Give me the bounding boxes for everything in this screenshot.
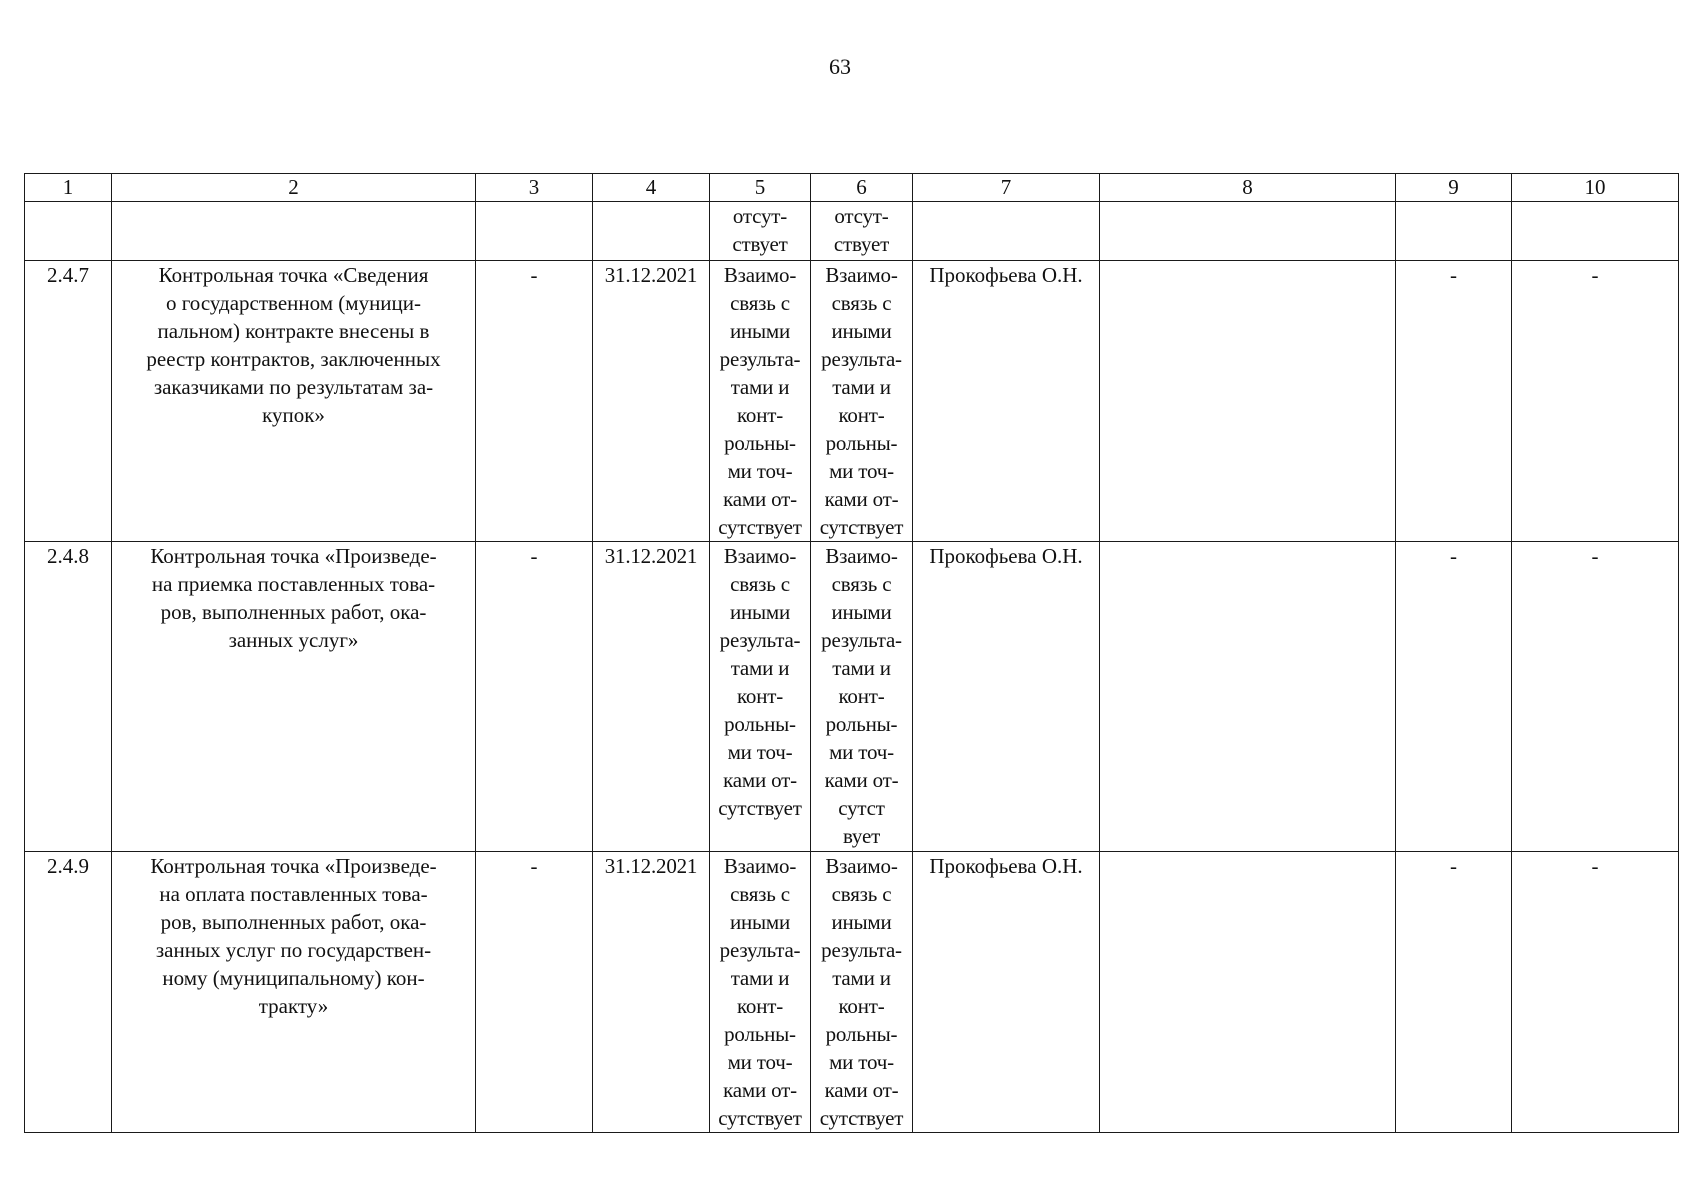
cell-col3: -	[476, 542, 593, 852]
control-points-table	[24, 173, 1679, 1133]
cell-name: Контрольная точка «Произведе- на приемка поставленных това- ров, выполненных работ, ока- занных услуг»	[112, 542, 476, 852]
cell-col8	[1100, 542, 1396, 852]
cell-date	[593, 202, 710, 261]
table-row	[25, 852, 1679, 1133]
cell-col9: -	[1396, 852, 1512, 1133]
cell-col10	[1512, 202, 1679, 261]
cell-name: Контрольная точка «Произведе- на оплата поставленных това- ров, выполненных работ, ока- занных услуг по государствен- ному (муниципальному) кон- тракту»	[112, 852, 476, 1133]
cell-number: 2.4.7	[25, 261, 112, 542]
cell-relation-next: Взаимо- связь с иными результа- тами и конт- рольны- ми точ- ками от- сутст вует	[811, 542, 913, 852]
cell-col3	[476, 202, 593, 261]
cell-responsible	[913, 202, 1100, 261]
cell-responsible: Прокофьева О.Н.	[913, 261, 1100, 542]
column-header: 9	[1396, 174, 1512, 202]
column-number-header-row	[25, 174, 1679, 202]
column-header: 1	[25, 174, 112, 202]
cell-date: 31.12.2021	[593, 852, 710, 1133]
cell-col10: -	[1512, 852, 1679, 1133]
table-row	[25, 261, 1679, 542]
cell-relation-next: Взаимо- связь с иными результа- тами и конт- рольны- ми точ- ками от- сутствует	[811, 852, 913, 1133]
continuation-row	[25, 202, 1679, 261]
cell-col10: -	[1512, 542, 1679, 852]
cell-col10: -	[1512, 261, 1679, 542]
page-number: 63	[829, 54, 851, 79]
cell-relation-next: отсут- ствует	[811, 202, 913, 261]
column-header: 4	[593, 174, 710, 202]
column-header: 3	[476, 174, 593, 202]
cell-col8	[1100, 261, 1396, 542]
cell-relation-previous: Взаимо- связь с иными результа- тами и конт- рольны- ми точ- ками от- сутствует	[710, 261, 811, 542]
cell-date: 31.12.2021	[593, 261, 710, 542]
cell-col9: -	[1396, 261, 1512, 542]
column-header: 7	[913, 174, 1100, 202]
cell-relation-next: Взаимо- связь с иными результа- тами и конт- рольны- ми точ- ками от- сутствует	[811, 261, 913, 542]
column-header: 2	[112, 174, 476, 202]
table-row	[25, 542, 1679, 852]
column-header: 10	[1512, 174, 1679, 202]
column-header: 5	[710, 174, 811, 202]
cell-date: 31.12.2021	[593, 542, 710, 852]
cell-name: Контрольная точка «Сведения о государственном (муници- пальном) контракте внесены в реестр контрактов, заключенных заказчиками по результатам за- купок»	[112, 261, 476, 542]
cell-relation-previous: Взаимо- связь с иными результа- тами и конт- рольны- ми точ- ками от- сутствует	[710, 542, 811, 852]
cell-relation-previous: отсут- ствует	[710, 202, 811, 261]
cell-number: 2.4.9	[25, 852, 112, 1133]
column-header: 6	[811, 174, 913, 202]
cell-number	[25, 202, 112, 261]
cell-col3: -	[476, 261, 593, 542]
column-header: 8	[1100, 174, 1396, 202]
cell-name	[112, 202, 476, 261]
cell-number: 2.4.8	[25, 542, 112, 852]
cell-relation-previous: Взаимо- связь с иными результа- тами и конт- рольны- ми точ- ками от- сутствует	[710, 852, 811, 1133]
cell-col8	[1100, 202, 1396, 261]
cell-col3: -	[476, 852, 593, 1133]
cell-col8	[1100, 852, 1396, 1133]
cell-responsible: Прокофьева О.Н.	[913, 542, 1100, 852]
cell-col9	[1396, 202, 1512, 261]
cell-responsible: Прокофьева О.Н.	[913, 852, 1100, 1133]
cell-col9: -	[1396, 542, 1512, 852]
